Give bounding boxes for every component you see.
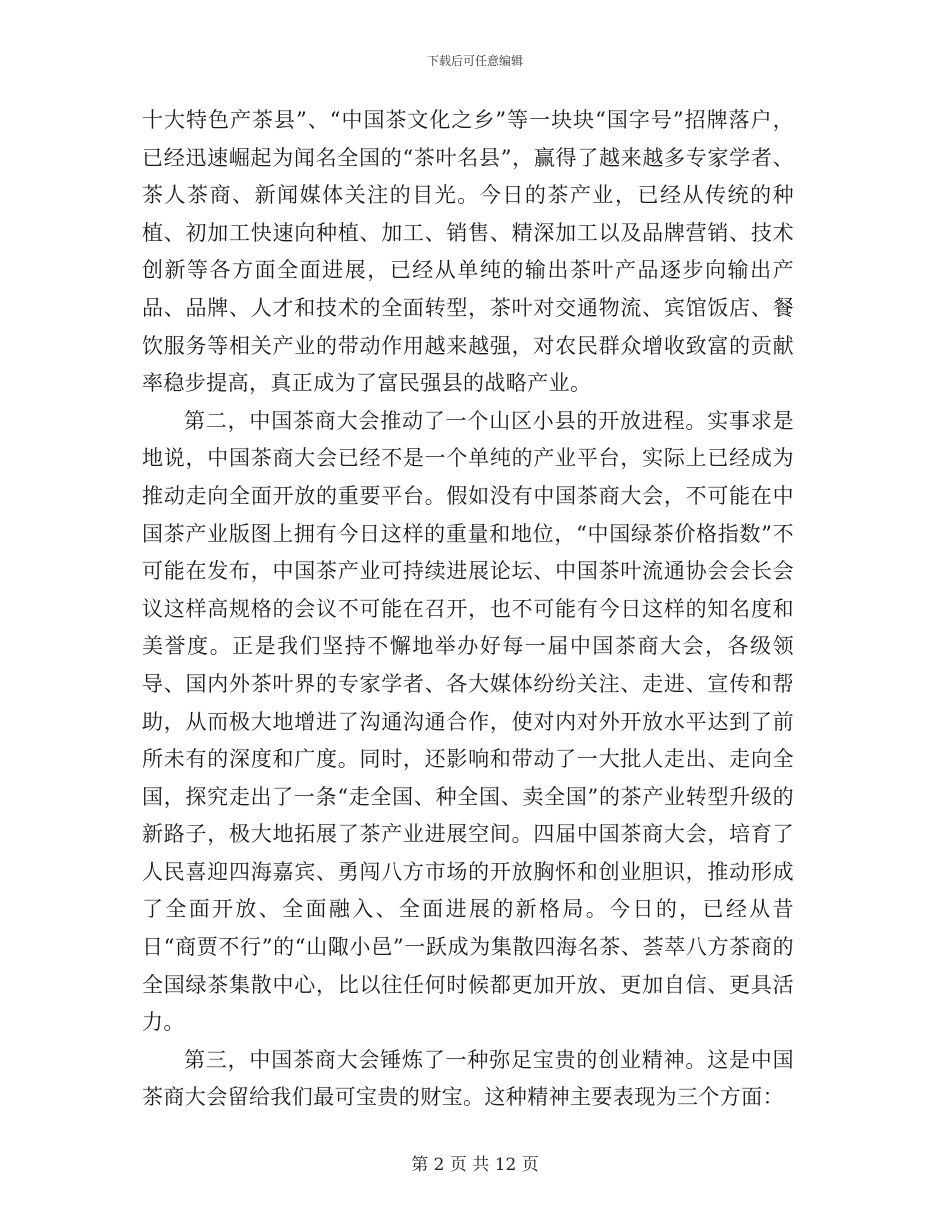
header-note: 下载后可任意编辑 — [426, 54, 523, 68]
paragraph-third-point: 第三，中国茶商大会锤炼了一种弥足宝贵的创业精神。这是中国茶商大会留给我们最可宝贵的财宝。这种精神主要表现为三个方面： — [142, 1047, 794, 1110]
paragraph-continuation: 十大特色产茶县”、“中国茶文化之乡”等一块块“国字号”招牌落户，已经迅速崛起为闻名全国的“茶叶名县”，赢得了越来越多专家学者、茶人茶商、新闻媒体关注的目光。今日的茶产业，已经从传统的种植、初加工快速向种植、加工、销售、精深加工以及品牌营销、技术创新等各方面全面进展，已经从单纯的输出茶叶产品逐步向输出产品、品牌、人才和技术的全面转型，茶叶对交通物流、宾馆饭店、餐饮服务等相关产业的带动作用越来越强，对农民群众增收致富的贡献率稳步提高，真正成为了富民强县的战略产业。 — [142, 108, 794, 396]
paragraph-second-point: 第二，中国茶商大会推动了一个山区小县的开放进程。实事求是地说，中国茶商大会已经不是一个单纯的产业平台，实际上已经成为推动走向全面开放的重要平台。假如没有中国茶商大会，不可能在中国茶产业版图上拥有今日这样的重量和地位，“中国绿茶价格指数”不可能在发布，中国茶产业可持续进展论坛、中国茶叶流通协会会长会议这样高规格的会议不可能在召开，也不可能有今日这样的知名度和美誉度。正是我们坚持不懈地举办好每一届中国茶商大会，各级领导、国内外茶叶界的专家学者、各大媒体纷纷关注、走进、宣传和帮助，从而极大地增进了沟通沟通合作，使对内对外开放水平达到了前所未有的深度和广度。同时，还影响和带动了一大批人走出、走向全国，探究走出了一条“走全国、种全国、卖全国”的茶产业转型升级的新路子，极大地拓展了茶产业进展空间。四届中国茶商大会，培育了人民喜迎四海嘉宾、勇闯八方市场的开放胸怀和创业胆识，推动形成了全面开放、全面融入、全面进展的新格局。今日的，已经从昔日“商贾不行”的“山陬小邑”一跃成为集散四海名茶、荟萃八方茶商的全国绿茶集散中心，比以往任何时候都更加开放、更加自信、更具活力。 — [142, 408, 794, 1035]
page-number-footer: 第 2 页 共 12 页 — [411, 1155, 539, 1175]
body-text — [142, 102, 794, 1117]
